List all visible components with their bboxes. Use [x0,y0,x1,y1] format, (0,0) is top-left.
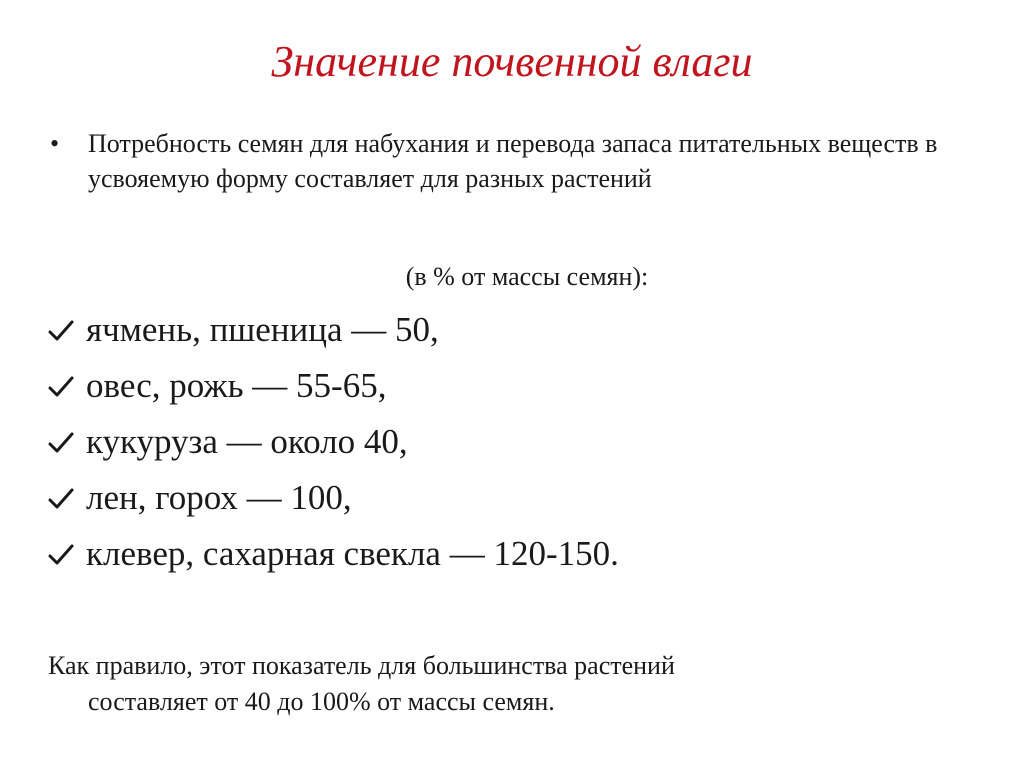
check-mark-icon [48,376,74,398]
conclusion-line-1: Как правило, этот показатель для большинства растений [48,651,675,680]
bullet-dot-icon: • [50,129,60,158]
check-mark-icon [48,488,74,510]
bullet-text: Потребность семян для набухания и перевода запаса питательных веществ в усвояемую форму составляет для разных растений [88,129,938,193]
units-note: (в % от массы семян): [405,262,649,291]
checklist-item-text: лен, горох — 100, [86,478,352,517]
check-mark-icon [48,320,74,342]
conclusion-paragraph [48,648,968,720]
checklist-item-text: кукуруза — около 40, [86,422,408,461]
checklist-item-text: овес, рожь — 55-65, [86,366,387,405]
checklist-item-text: ячмень, пшеница — 50, [86,310,439,349]
check-mark-icon [48,432,74,454]
checklist-item-text: клевер, сахарная свекла — 120-150. [86,534,619,573]
check-mark-icon [48,544,74,566]
conclusion-line-2: составляет от 40 до 100% от массы семян. [88,687,555,716]
slide-title: Значение почвенной влаги [271,37,753,86]
